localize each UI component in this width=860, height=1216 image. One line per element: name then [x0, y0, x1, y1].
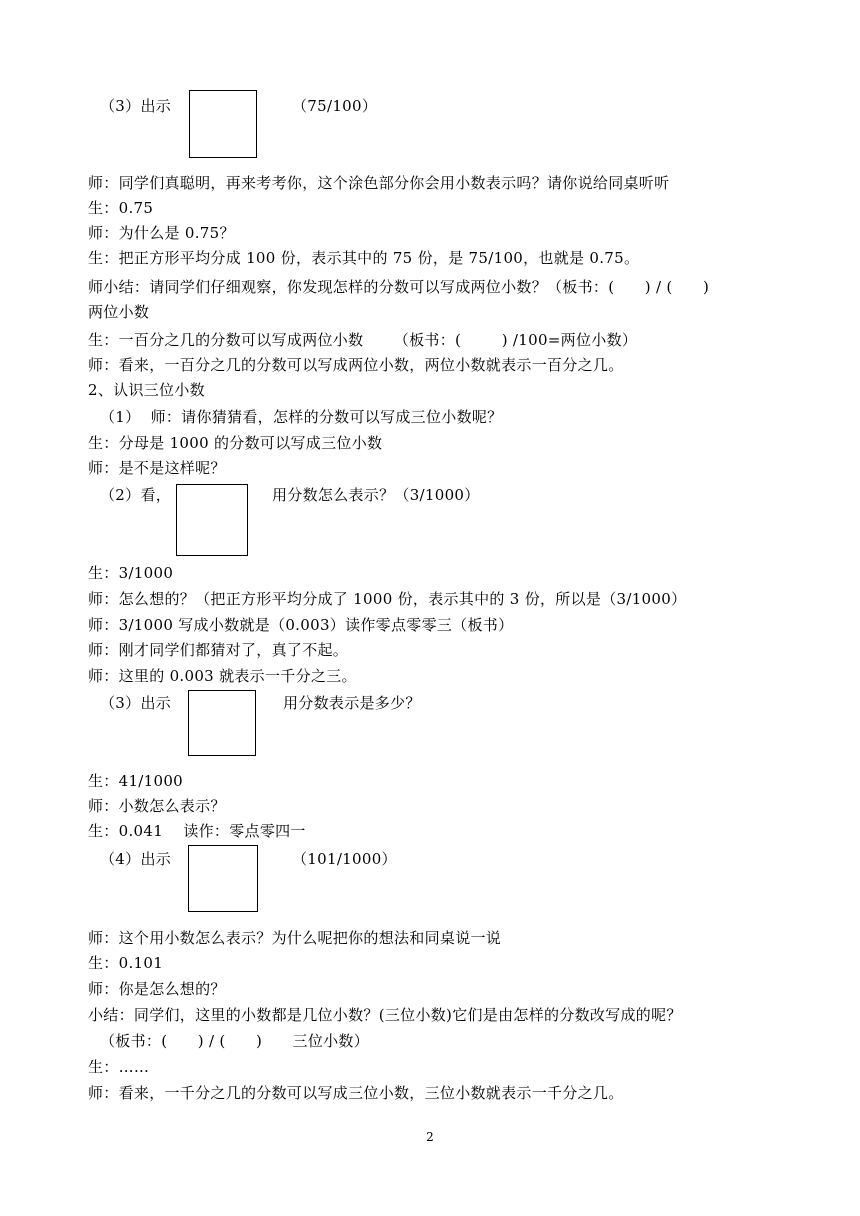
text-line: 师：怎么想的？（把正方形平均分成了 1000 份，表示其中的 3 份，所以是（3/1000）	[88, 590, 687, 608]
text-line: 生：……	[88, 1058, 150, 1076]
text-line: 师小结：请同学们仔细观察，你发现怎样的分数可以写成两位小数？（板书：( ) / ( )	[88, 278, 710, 296]
square-figure-2	[176, 484, 248, 556]
text-line: （3）出示	[100, 97, 172, 115]
text-line: 师：为什么是 0.75？	[88, 224, 235, 242]
text-line: 师：这个用小数怎么表示？为什么呢把你的想法和同桌说一说	[88, 929, 502, 947]
text-line: 生：0.041 读作：零点零四一	[88, 822, 306, 840]
text-line: （1） 师：请你猜猜看，怎样的分数可以写成三位小数呢？	[100, 408, 503, 426]
section-heading: 2、认识三位小数	[88, 381, 205, 399]
text-line: 用分数表示是多少？	[283, 694, 421, 712]
text-line: 师：是不是这样呢？	[88, 459, 226, 477]
text-line: （4）出示	[100, 850, 172, 868]
square-figure-1	[189, 90, 257, 158]
text-line: （板书：( ) / ( ) 三位小数）	[100, 1032, 370, 1050]
text-line: 生：41/1000	[88, 772, 184, 790]
page-number: 2	[426, 1130, 434, 1144]
text-line: 师：3/1000 写成小数就是（0.003）读作零点零零三（板书）	[88, 616, 514, 634]
text-line: 师：看来，一千分之几的分数可以写成三位小数，三位小数就表示一千分之几。	[88, 1084, 624, 1102]
text-line: （101/1000）	[292, 850, 397, 868]
text-line: 师：你是怎么想的？	[88, 980, 226, 998]
text-line: 小结：同学们，这里的小数都是几位小数？(三位小数)它们是由怎样的分数改写成的呢？	[88, 1006, 682, 1024]
text-line: 师：小数怎么表示？	[88, 797, 226, 815]
text-line: 生：0.75	[88, 199, 154, 217]
text-line: 生：把正方形平均分成 100 份，表示其中的 75 份，是 75/100，也就是 0.75。	[88, 249, 640, 267]
text-line: 师：同学们真聪明，再来考考你，这个涂色部分你会用小数表示吗？请你说给同桌听听	[88, 174, 670, 192]
text-line: 生：3/1000	[88, 564, 174, 582]
text-line: 师：看来，一百分之几的分数可以写成两位小数，两位小数就表示一百分之几。	[88, 356, 624, 374]
text-line: 两位小数	[88, 303, 150, 321]
text-line: 师：刚才同学们都猜对了，真了不起。	[88, 641, 349, 659]
text-line: （3）出示	[100, 694, 172, 712]
square-figure-3	[188, 690, 256, 756]
text-line: 生：一百分之几的分数可以写成两位小数 （板书：( ) /100=两位小数）	[88, 331, 638, 349]
text-line: 生：分母是 1000 的分数可以写成三位小数	[88, 434, 383, 452]
text-line: （2）看，	[100, 486, 172, 504]
square-figure-4	[188, 845, 258, 912]
text-line: 生：0.101	[88, 954, 164, 972]
text-line: （75/100）	[292, 97, 378, 115]
text-line: 用分数怎么表示？（3/1000）	[272, 486, 480, 504]
text-line: 师：这里的 0.003 就表示一千分之三。	[88, 667, 357, 685]
